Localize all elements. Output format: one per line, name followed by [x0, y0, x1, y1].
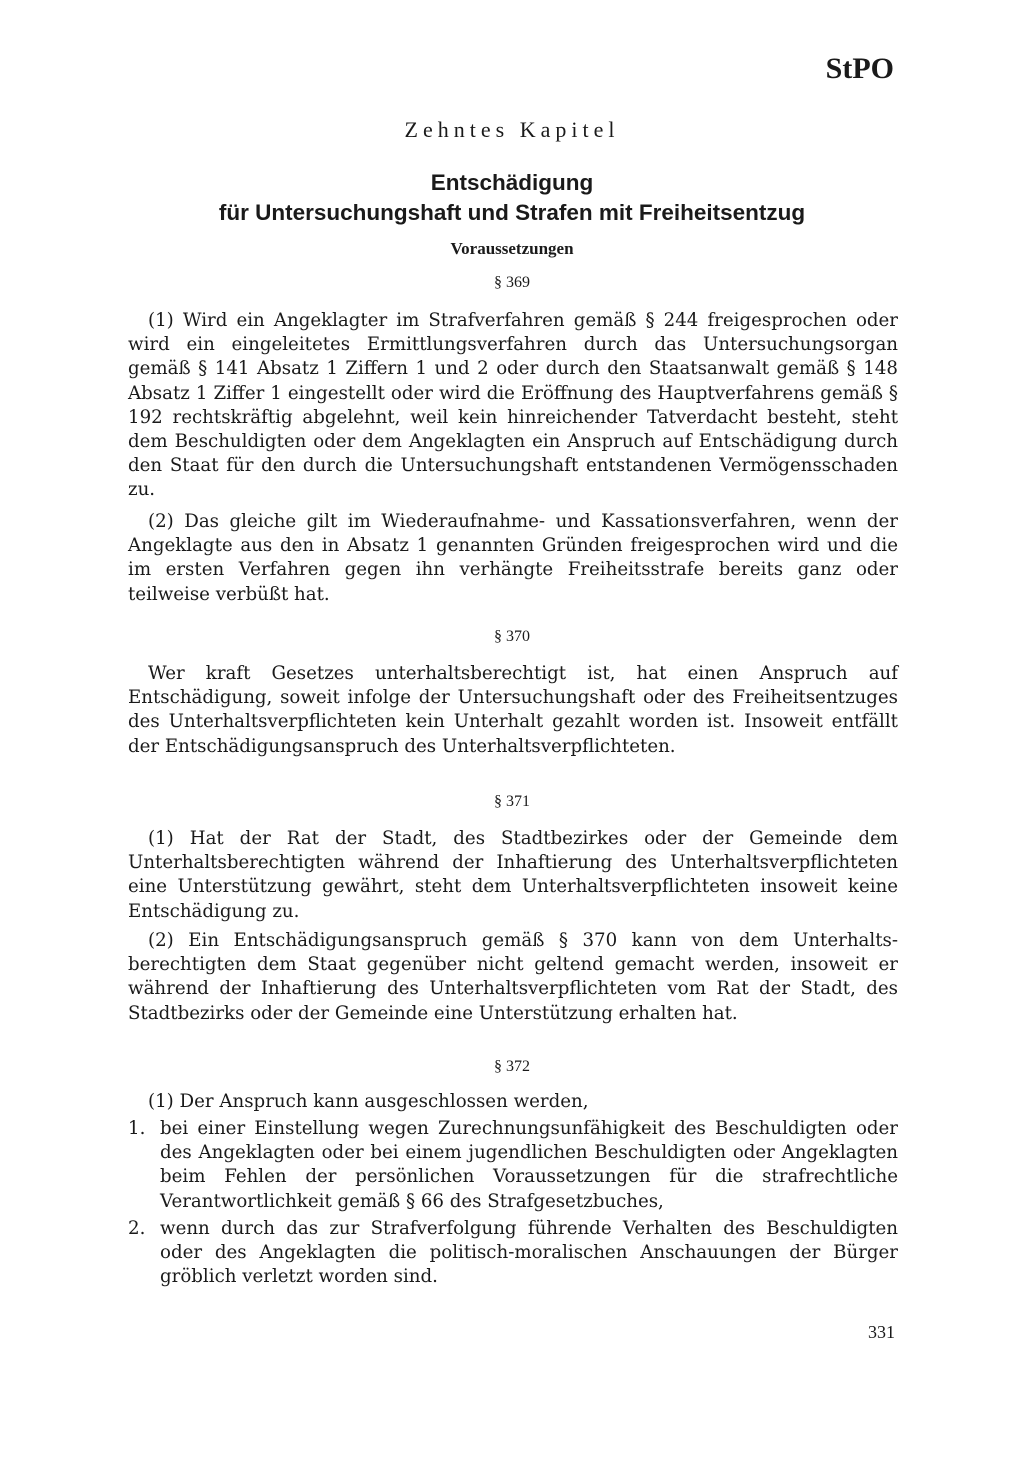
title-line-1: Entschädigung	[430, 170, 594, 195]
paragraph-371-1: (1) Hat der Rat der Stadt, des Stadtbezirkes oder der Gemeinde dem Unterhaltsberechtigten während der Inhaftierung des Unterhaltsverpflichteten eine Unterstützung gewährt, steht dem Unterhaltsverpflichteten insoweit keine Entschädigung zu.	[128, 828, 898, 922]
running-head: StPO	[825, 52, 894, 85]
chapter-heading: Zehntes Kapitel	[404, 117, 620, 142]
page-number: 331	[868, 1322, 895, 1342]
list-item-number: 1.	[128, 1118, 146, 1139]
section-number-369: § 369	[494, 274, 530, 291]
subtitle: Voraussetzungen	[450, 239, 574, 258]
section-number-371: § 371	[494, 793, 530, 810]
paragraph-371-2: (2) Ein Entschädigungsanspruch gemäß § 370 kann von dem Unterhaltsberechtigten dem Staat gegenüber nicht geltend gemacht werden, insoweit er während der Inhaftierung des Unterhaltsverpflichteten vom Rat der Stadt, des Stadtbezirks oder der Gemeinde eine Unterstützung erhalten hat.	[128, 930, 898, 1024]
list-item-number: 2.	[128, 1218, 146, 1239]
section-number-370: § 370	[494, 628, 530, 645]
section-number-372: § 372	[494, 1058, 530, 1075]
paragraph-369-2: (2) Das gleiche gilt im Wiederaufnahme- und Kassationsverfahren, wenn der Angeklagte aus den in Absatz 1 genannten Gründen freigesprochen wird und die im ersten Verfahren gegen ihn verhängte Freiheitsstrafe bereits ganz oder teilweise verbüßt hat.	[128, 511, 898, 605]
paragraph-369-1: (1) Wird ein Angeklagter im Strafverfahren gemäß § 244 freigesprochen oder wird ein eingeleitetes Ermittlungsverfahren durch das Untersuchungsorgan gemäß § 141 Absatz 1 Ziffern 1 und 2 oder durch den Staatsanwalt gemäß § 148 Absatz 1 Ziffer 1 eingestellt oder wird die Eröffnung des Hauptverfahrens gemäß § 192 rechtskräftig abgelehnt, weil kein hinreichender Tatverdacht besteht, steht dem Beschuldigten oder dem Angeklagten ein Anspruch auf Entschädigung durch den Staat für den durch die Untersuchungshaft entstandenen Vermögensschaden zu.	[128, 310, 898, 501]
list-item-text: bei einer Einstellung wegen Zurechnungsunfähigkeit des Beschuldigten oder des Angeklagten oder bei einem jugendlichen Beschuldigten oder Angeklagten beim Fehlen der persönlichen Voraussetzungen für die strafrechtliche Verantwortlichkeit gemäß § 66 des Strafgesetzbuches,	[160, 1118, 898, 1212]
paragraph-372-intro: (1) Der Anspruch kann ausgeschlossen werden,	[148, 1091, 589, 1112]
list-item-text: wenn durch das zur Strafverfolgung führende Verhalten des Beschuldigten oder des Angeklagten die politisch-moralischen Anschauungen der Bürger gröblich verletzt worden sind.	[160, 1218, 898, 1288]
paragraph-370: Wer kraft Gesetzes unterhaltsberechtigt ist, hat einen Anspruch auf Entschädigung, soweit infolge der Untersuchungshaft oder des Freiheitsentzuges des Unterhaltsverpflichteten kein Unterhalt gezahlt worden ist. Insoweit entfällt der Entschädigungsanspruch des Unterhaltsverpflichteten.	[128, 663, 898, 757]
title-line-2: für Untersuchungshaft und Strafen mit Freiheitsentzug	[218, 200, 806, 225]
